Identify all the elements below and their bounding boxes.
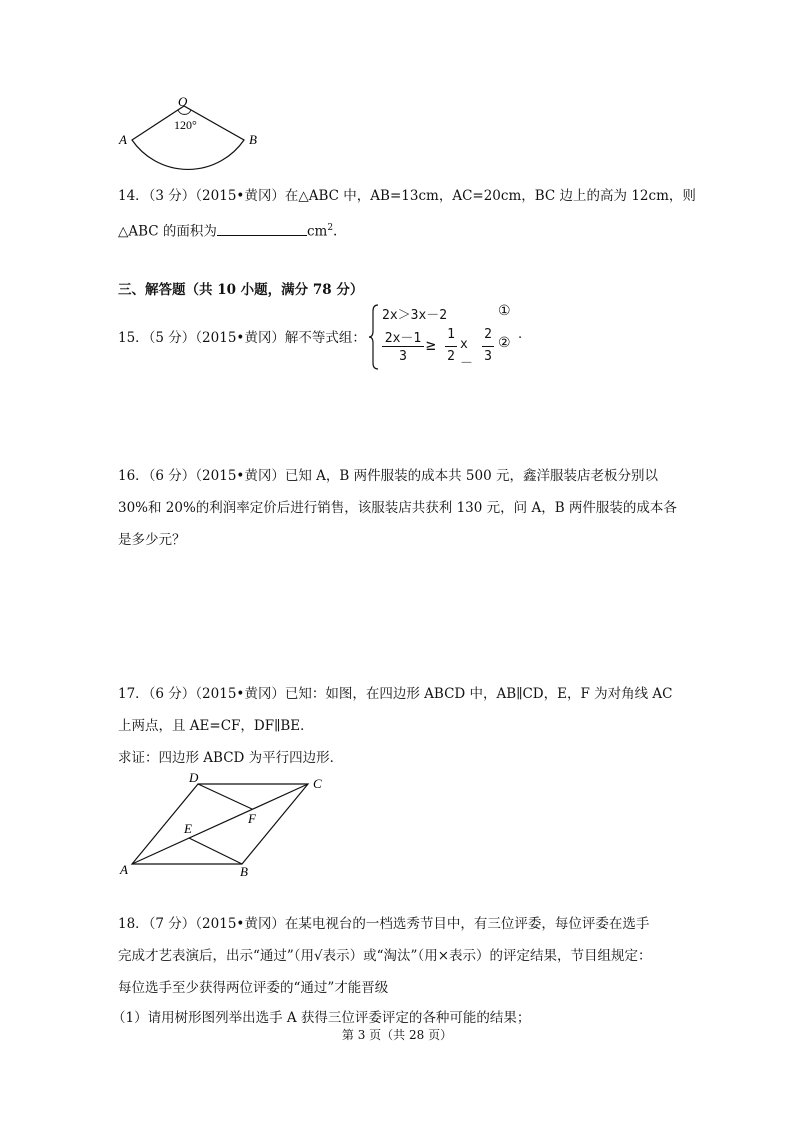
ge-sign: ≥ xyxy=(426,335,436,354)
frac2-bar xyxy=(445,346,457,347)
q17-line3: 求证：四边形 ABCD 为平行四边形． xyxy=(118,750,344,766)
frac2-den: 2 xyxy=(447,349,455,364)
inequality-system xyxy=(368,303,528,371)
angle-label: 120° xyxy=(174,118,197,132)
q14-end: . xyxy=(333,223,338,240)
segment-df xyxy=(198,784,252,809)
frac2-num: 1 xyxy=(447,327,455,342)
section-heading: 三、解答题（共 10 小题，满分 78 分） xyxy=(118,282,364,298)
q16-line3: 是多少元？ xyxy=(118,532,186,548)
frac1-den: 3 xyxy=(399,349,407,364)
angle-arc xyxy=(178,110,191,114)
q18-line1: 18．（7 分）（2015•黄冈）在某电视台的一档选秀节目中，有三位评委，每位评委在选手 xyxy=(118,916,650,932)
circle-2: ② xyxy=(498,335,511,351)
q17-line1: 17．（6 分）（2015•黄冈）已知：如图，在四边形 ABCD 中，AB∥CD，E，F 为对角线 AC xyxy=(118,686,673,702)
q14-text: △ABC 的面积为 xyxy=(118,223,217,240)
label-b: B xyxy=(240,864,248,879)
q18-line3: 每位选手至少获得两位评委的“通过”才能晋级 xyxy=(118,980,389,996)
q14-line1: 14．（3 分）（2015•黄冈）在△ABC 中，AB=13cm，AC=20cm，BC 边上的高为 12cm，则 xyxy=(118,188,696,204)
unit-sup: 2 xyxy=(327,223,334,233)
inequality-1: 2x＞3x－2 xyxy=(382,308,448,323)
label-e: E xyxy=(184,821,192,836)
q16-line1: 16．（6 分）（2015•黄冈）已知 A，B 两件服装的成本共 500 元，鑫洋服装店老板分别以 xyxy=(118,468,658,484)
label-c: C xyxy=(313,776,322,791)
q14-line2 xyxy=(118,218,337,242)
frac3-bar xyxy=(482,346,494,347)
sector-figure xyxy=(112,92,272,172)
label-d: D xyxy=(189,770,199,785)
frac3-den: 3 xyxy=(484,349,492,364)
q15-end: . xyxy=(518,327,523,342)
unit: cm xyxy=(306,223,328,240)
sector-outline xyxy=(132,106,244,169)
parallelogram-figure xyxy=(112,770,332,880)
q15-prefix: 15．（5 分）（2015•黄冈）解不等式组： xyxy=(118,330,366,346)
segment-be xyxy=(189,838,242,864)
q18-line4: （1）请用树形图列举出选手 A 获得三位评委评定的各种可能的结果； xyxy=(112,1010,531,1026)
frac1-num: 2x－1 xyxy=(384,331,422,346)
circle-1: ① xyxy=(498,303,511,319)
diagonal-ac xyxy=(132,784,308,864)
label-a: A xyxy=(119,132,127,147)
x-minus: x－ xyxy=(460,337,474,371)
label-b: B xyxy=(249,132,257,147)
page-footer: 第 3 页（共 28 页） xyxy=(341,1028,453,1042)
label-a: A xyxy=(120,862,128,877)
label-f: F xyxy=(248,811,256,826)
label-o: O xyxy=(178,94,188,109)
q17-line2: 上两点，且 AE=CF，DF∥BE． xyxy=(118,718,314,734)
frac1-bar xyxy=(382,346,424,347)
q18-line2: 完成才艺表演后，出示“通过”（用√表示）或“淘汰”（用×表示）的评定结果，节目组规定： xyxy=(118,948,652,964)
frac3-num: 2 xyxy=(484,327,492,342)
q16-line2: 30%和 20%的利润率定价后进行销售，该服装店共获利 130 元，问 A，B 两件服装的成本各 xyxy=(118,500,677,516)
brace xyxy=(368,303,380,371)
answer-blank xyxy=(217,221,307,236)
